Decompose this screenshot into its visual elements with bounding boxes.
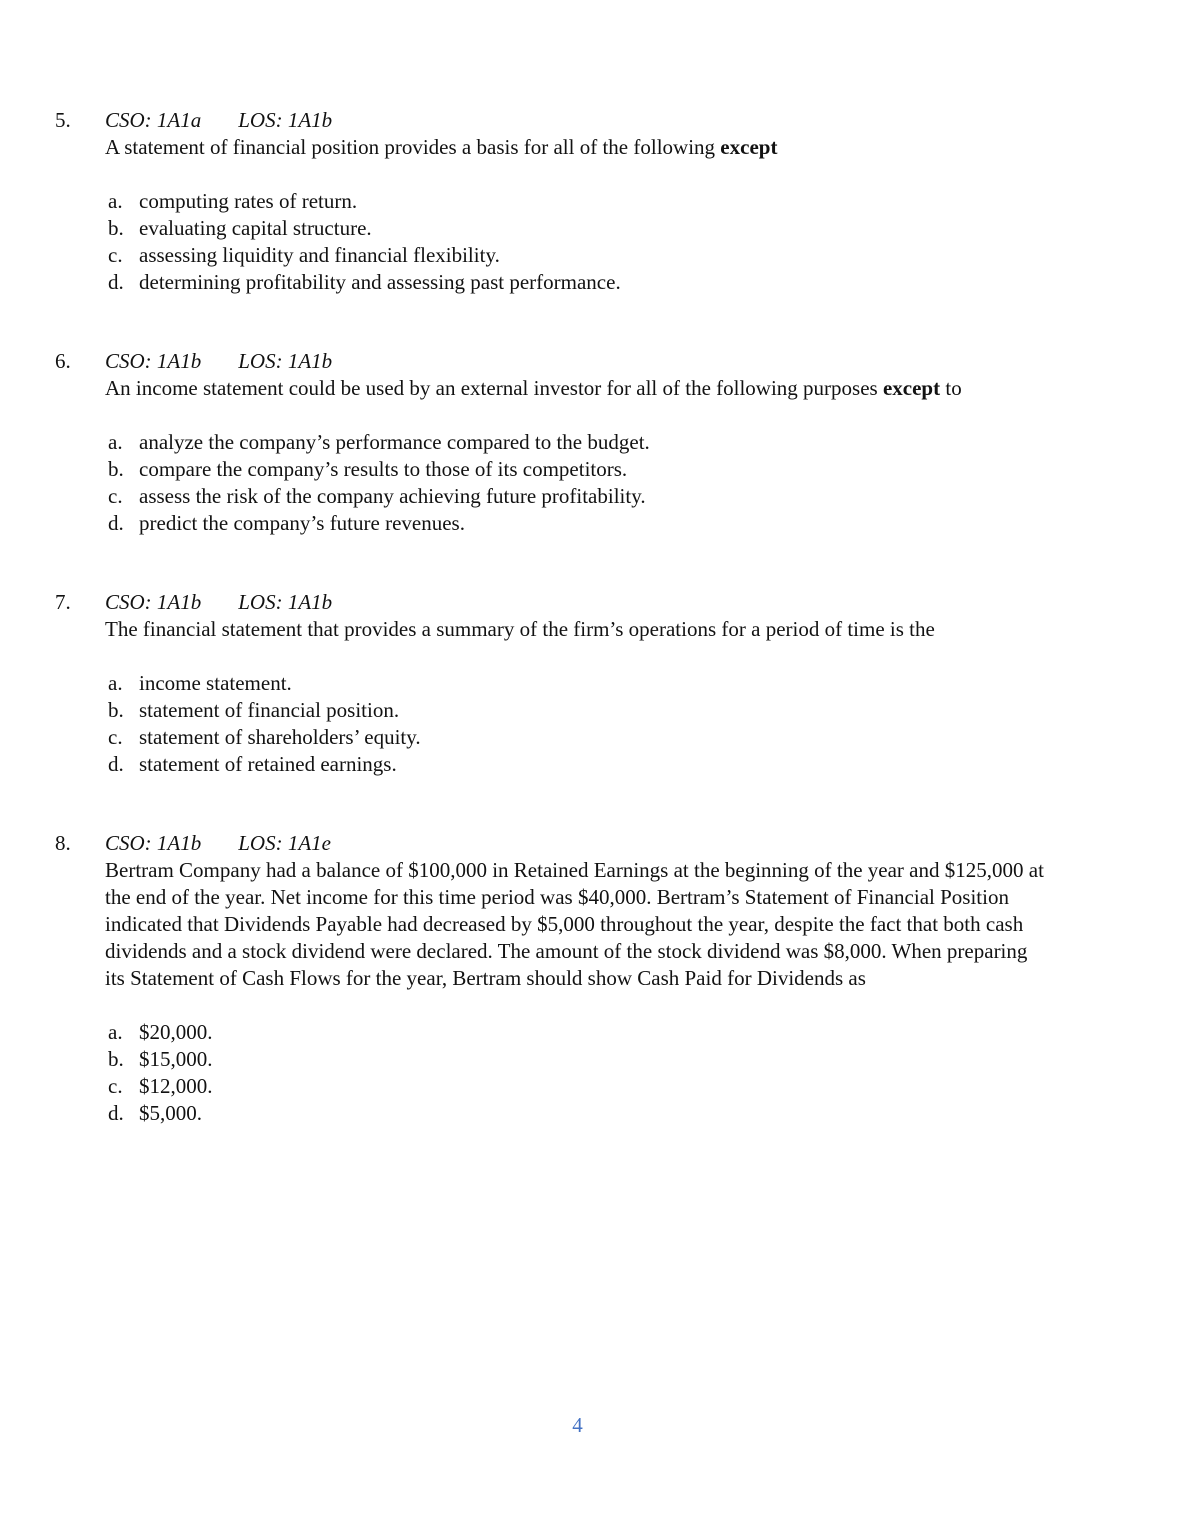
option-letter: a. <box>108 671 123 695</box>
stem-bold-text: except <box>720 135 778 159</box>
option-a <box>108 188 777 215</box>
options-list <box>105 429 962 537</box>
cso-label: CSO: 1A1b <box>105 349 202 373</box>
option-d <box>108 751 935 778</box>
question-body <box>105 348 962 537</box>
option-b <box>108 215 777 242</box>
question-number: 7. <box>55 590 71 614</box>
question-8 <box>55 830 1130 1127</box>
option-letter: c. <box>108 725 123 749</box>
option-letter: d. <box>108 752 124 776</box>
option-text: $15,000. <box>139 1047 213 1071</box>
option-d <box>108 510 962 537</box>
option-letter: a. <box>108 430 123 454</box>
cso-label: CSO: 1A1b <box>105 590 202 614</box>
options-list <box>105 188 777 296</box>
option-b <box>108 697 935 724</box>
los-label: LOS: 1A1b <box>238 590 333 614</box>
option-text: predict the company’s future revenues. <box>139 511 465 535</box>
option-text: compare the company’s results to those of its competitors. <box>139 457 628 481</box>
option-text: $12,000. <box>139 1074 213 1098</box>
option-letter: b. <box>108 698 124 722</box>
option-text: statement of shareholders’ equity. <box>139 725 421 749</box>
option-text: $5,000. <box>139 1101 202 1125</box>
option-letter: c. <box>108 1074 123 1098</box>
option-text: assess the risk of the company achieving future profitability. <box>139 484 646 508</box>
option-letter: a. <box>108 189 123 213</box>
option-c <box>108 1073 1045 1100</box>
option-d <box>108 1100 1045 1127</box>
option-text: income statement. <box>139 671 292 695</box>
option-letter: a. <box>108 1020 123 1044</box>
question-cso-los <box>105 830 1045 857</box>
page-number: 4 <box>572 1413 583 1437</box>
option-text: evaluating capital structure. <box>139 216 372 240</box>
questions-container <box>55 107 1130 1179</box>
question-7 <box>55 589 1130 778</box>
option-a <box>108 670 935 697</box>
option-letter: d. <box>108 1101 124 1125</box>
option-c <box>108 242 777 269</box>
option-text: computing rates of return. <box>139 189 358 213</box>
option-letter: c. <box>108 243 123 267</box>
question-5 <box>55 107 1130 296</box>
option-letter: b. <box>108 457 124 481</box>
option-a <box>108 1019 1045 1046</box>
option-text: statement of retained earnings. <box>139 752 397 776</box>
option-a <box>108 429 962 456</box>
question-6 <box>55 348 1130 537</box>
question-cso-los <box>105 107 777 134</box>
option-text: determining profitability and assessing past performance. <box>139 270 621 294</box>
question-stem <box>105 616 935 643</box>
question-cso-los <box>105 348 962 375</box>
options-list <box>105 670 935 778</box>
option-text: statement of financial position. <box>139 698 400 722</box>
question-stem <box>105 134 777 161</box>
question-stem <box>105 857 1045 992</box>
question-number: 6. <box>55 349 71 373</box>
option-letter: d. <box>108 270 124 294</box>
option-d <box>108 269 777 296</box>
los-label: LOS: 1A1e <box>238 831 331 855</box>
stem-text: A statement of financial position provides a basis for all of the following <box>105 135 721 159</box>
los-label: LOS: 1A1b <box>238 108 333 132</box>
option-b <box>108 1046 1045 1073</box>
option-text: assessing liquidity and financial flexibility. <box>139 243 500 267</box>
option-letter: d. <box>108 511 124 535</box>
options-list <box>105 1019 1045 1127</box>
question-body <box>105 589 935 778</box>
stem-bold-text: except <box>882 376 941 400</box>
option-letter: b. <box>108 216 124 240</box>
option-letter: c. <box>108 484 123 508</box>
stem-text: An income statement could be used by an external investor for all of the following purposes <box>105 376 883 400</box>
los-label: LOS: 1A1b <box>238 349 333 373</box>
question-number: 5. <box>55 108 71 132</box>
option-text: analyze the company’s performance compared to the budget. <box>139 430 650 454</box>
option-text: $20,000. <box>139 1020 213 1044</box>
question-number: 8. <box>55 831 71 855</box>
question-body <box>105 830 1045 1127</box>
question-cso-los <box>105 589 935 616</box>
cso-label: CSO: 1A1a <box>105 108 202 132</box>
question-body <box>105 107 777 296</box>
stem-text-after: to <box>940 376 962 400</box>
option-c <box>108 483 962 510</box>
stem-text: Bertram Company had a balance of $100,000 in Retained Earnings at the beginning of the year and $125,000 at the end of the year. Net income for this time period was $40,000. Bertram’s Statement of Financial Position indicated that Dividends Payable had decreased by $5,000 throughout the year, despite the fact that both cash dividends and a stock dividend were declared. The amount of the stock dividend was $8,000. When preparing its Statement of Cash Flows for the year, Bertram should show Cash Paid for Dividends as <box>105 858 1044 990</box>
option-b <box>108 456 962 483</box>
option-letter: b. <box>108 1047 124 1071</box>
question-stem <box>105 375 962 402</box>
cso-label: CSO: 1A1b <box>105 831 202 855</box>
stem-text: The financial statement that provides a summary of the firm’s operations for a period of time is the <box>105 617 935 641</box>
option-c <box>108 724 935 751</box>
